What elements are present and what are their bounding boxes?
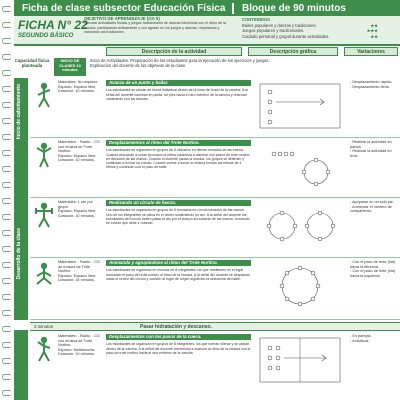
title-bar [14,0,400,16]
space: Espacio: Espacio libre. [58,273,97,278]
ficha-number: FICHA N° 22 [18,18,88,32]
content-item: Juegos populares y tradicionales. ★★★ [242,28,398,34]
space: Espacio: Espacio libre. [58,153,97,158]
side-label-desarrollo: Desarrollo de la clase [16,228,22,280]
duration: Duración: 10 minutos. [58,158,95,163]
section-sidebar-lower [14,330,28,400]
duration: Duración: 10 minutos. [58,89,95,94]
activity-description [106,80,251,101]
objective-block [84,17,234,35]
transition-minutes: 3 minutos [34,324,54,329]
col-capacidad: Capacidad física planteada [14,58,50,68]
materials: Materiales: - Radio. - CD con música de Trote Nortino. [58,140,100,154]
space: Espacio: Espacio libre. [58,84,97,89]
activity-description [106,200,251,225]
contents-block [242,17,398,39]
duration: Duración: 10 minutos. [58,213,95,218]
materials: Materiales: - Radio. - CD de música de Trote Nortino. [58,260,100,274]
activity-text: Los estudiantes se organizan en grupos de 5 ubicados en hileras tomados de las manos. Cuando escuchan a sonar la música la hilera comienza a caminar con pasos de trote nortino en dirección de las manos. Cuando el docente pausa la música, los grupos se detienen y continúan a formar un círculo. Cuando vuelve a sonar la música forman las hileras de 4 ritmos y continúan con el paso de baile. [106,148,250,170]
transition-row [30,322,400,331]
activity-info [58,140,102,163]
activity-row [30,332,400,400]
figure-cueca-icon [33,336,55,364]
rating-stars: ★★★ [366,28,378,34]
transition-label: Pasar hidratación y descanso. [140,324,212,330]
duration: Duración: 15 minutos. [58,278,95,283]
activity-info [58,200,102,218]
activity-row [30,138,400,198]
materials: Materiales: No requiere. [58,80,99,84]
variations: - Apoyarse en un solo pie. - Aumentar el número de compañeros. [350,200,394,214]
court-diagram-icon [254,80,346,132]
activity-info [58,260,102,283]
field-diagram-icon [254,334,346,386]
col-variaciones: Variaciones [344,47,398,56]
content-item: Cuidado personal y grupal durante actividades. ★★ [242,34,398,40]
activity-description [106,260,251,281]
space: Espacio: Espacio libre. [58,209,97,214]
activity-description [106,140,251,170]
lesson-header [14,16,400,46]
content-item: Bailes populares y danzas y tradiciones. ★★ [242,23,398,29]
inicio-text: Inicio de Actividades. Preparación de los estudiantes para la ejecución de los ejercicios y juegos. Explicación del docente de los objetivos de la clase. [90,58,270,68]
variations: - Realizar la actividad en pareja. - Realizar la actividad en tríos. [350,140,392,158]
variations: - Con el paso de trote (ida) hacia la derecha. - Con el paso de trote (ida) hacia la izquierda. [350,260,396,278]
spiral-binding [0,0,14,400]
col-grafica: Descripción gráfica [248,47,338,56]
col-descripcion: Descripción de la actividad [106,47,242,56]
activity-text: Los estudiantes se organizan en grupos de 8 integrantes, los que forman hileras y se ubican dentro de la cancha. A la señal del docente comienzan a avanzar al ritmo de la música con el paso de trote nortino hacia el otro extremo de la cancha. [106,342,251,355]
rating-stars: ★★ [370,22,378,28]
page-title: Ficha de clase subsector Educación Física [22,2,226,14]
objective-heading: OBJETIVO DE APRENDIZAJE (OA 5) [84,16,160,21]
materials: Materiales: - Radio. - CD con música de Trote Nortino. [58,334,100,348]
activity-title: Animando y agrupándose al ritmo del Trote Nortino. [106,260,251,266]
lesson-sheet [14,0,400,400]
circle-diagram-icon [254,200,346,252]
activity-description [106,334,251,355]
objective-text: Ejecutar actividades físicas y juegos tradicionales de danzas folclóricas con el ritmo de la música, participando activamente y con agrado en los juegos y danzas, respetando y valorando las tradiciones. [84,21,226,35]
variations: - En parejas. - Individual. [350,334,372,343]
activity-text: Los estudiantes se organizan en grupos de 5 formados en círculo tomados de las manos. Uno de los integrantes se ubica en el centro sosteniendo un aro. A la señal del docente los estudiantes del círculo deben pasar el aro por el cuerpo sin soltarse de las manos, formando un círculo que debe ir rotando. [106,208,250,226]
contents-heading: CONTENIDOS [242,17,270,22]
activity-title: Desplazamientos con los pasos de la cueca. [106,334,251,340]
activity-info [58,334,102,357]
activity-text: Los estudiantes se organizan en círculos de 8 integrantes, los que mantienen en el lugar marcando el paso del trote nortino al ritmo de la música. A la señal del docente se desplazan hacia el centro del círculo y vuelven al lugar de origen siguiendo la secuencia del baile. [106,268,250,281]
figure-runner-icon [33,82,55,110]
side-label-inicio: Inicio de calentamiento [16,84,22,140]
activity-row [30,198,400,258]
activity-row [30,258,400,320]
inicio-label: INICIO DE CLASES 10 minutos [54,58,86,76]
duration: Duración: 15 minutos. [58,352,95,357]
variations: - Desplazamiento rápido. - Desplazamiento lento. [350,80,393,89]
space: Espacio: Multicancha. [58,347,95,352]
ring-diagram-icon [254,260,346,312]
duration-title: Bloque de 90 minutos [232,3,346,14]
figure-jumper-icon [33,262,55,290]
grade-level: SEGUNDO BÁSICO [18,33,74,39]
activity-title: Desplazamientos al ritmo del Trote Nortino. [106,140,251,146]
figure-dancer-icon [33,142,55,170]
activity-text: Los estudiantes se ubican en forma individual dentro de la línea de fondo de la cancha. A la señal del docente caminan en punta, de pies hacia el otro extremo de la cancha y retornan caminando con los talones. [106,88,248,101]
section-sidebar [14,78,28,320]
activity-info [58,80,102,94]
activity-row [30,78,400,138]
group-diagram-icon [254,140,346,192]
materials: Materiales: 1 aro por grupo. [58,200,93,209]
activity-title: Avanza de un punto y bailar. [106,80,251,86]
figure-strength-icon [33,202,55,230]
rating-stars: ★★ [370,33,378,39]
activity-title: Realizando un círculo de fuerza. [106,200,251,206]
